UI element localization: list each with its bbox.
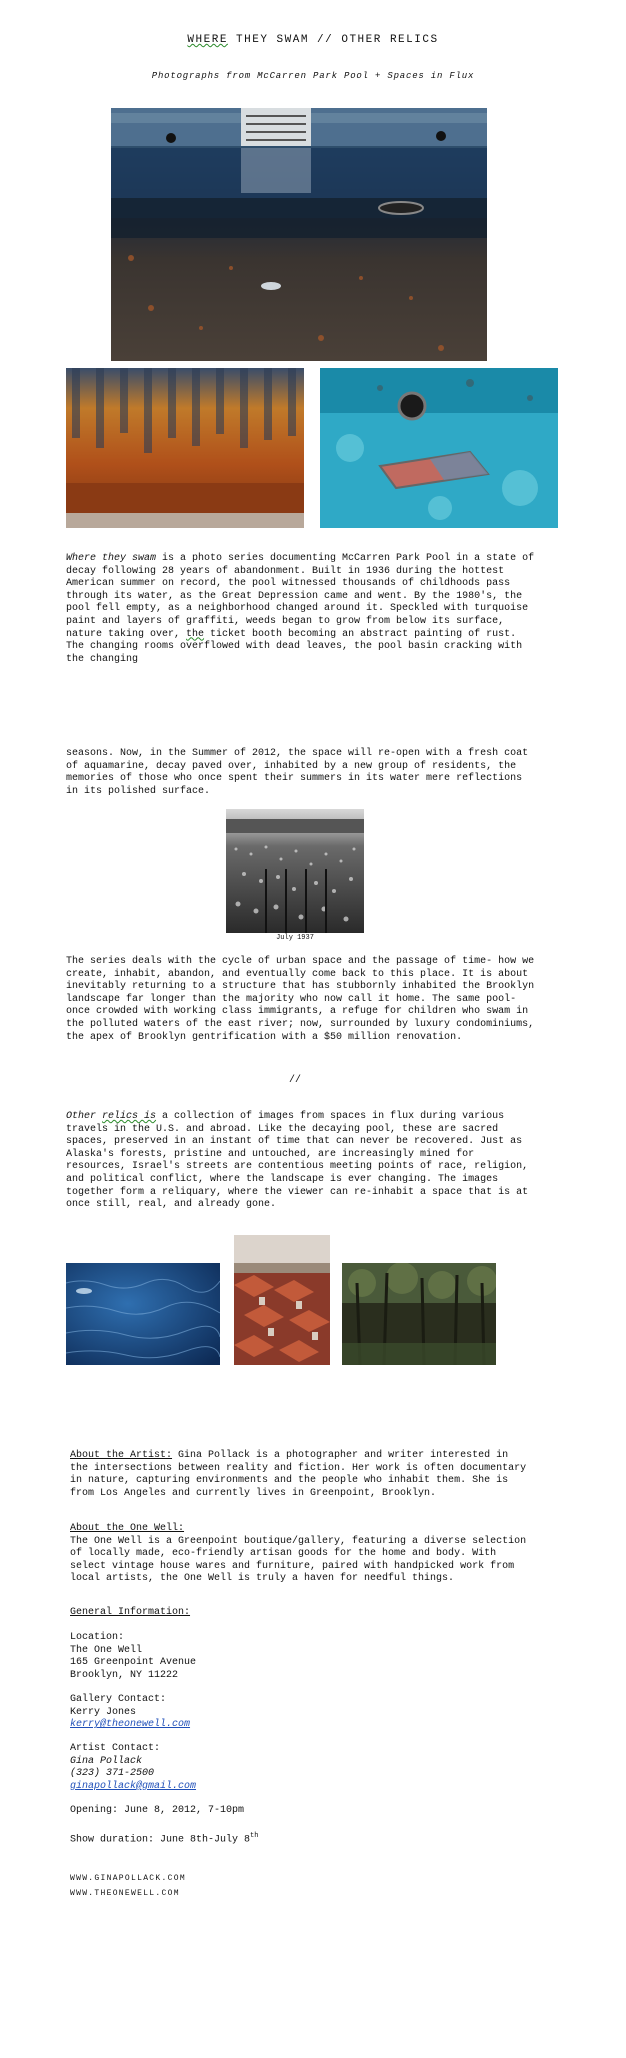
about-artist-paragraph	[70, 1450, 530, 1500]
where-text-2: ticket booth becoming an abstract painting of rust. The changing rooms overflowed with dead leaves, the pool basin cracking with the changing	[66, 628, 523, 665]
page-title	[0, 34, 626, 46]
where-they-swam-paragraph	[66, 553, 536, 666]
rusted-wall-photo	[66, 368, 304, 528]
location-label: Location:	[70, 1632, 125, 1643]
gallery-contact-label: Gallery Contact:	[70, 1694, 167, 1705]
ocean-water-photo	[66, 1263, 220, 1365]
gallery-contact-name: Kerry Jones	[70, 1706, 137, 1718]
artist-email-link[interactable]: ginapollack@gmail.com	[70, 1780, 197, 1792]
other-relics-paragraph	[66, 1111, 536, 1212]
about-onewell-text: The One Well is a Greenpoint boutique/gallery, featuring a diverse selection of locally made, eco-friendly artisan goods for the home and body. With select vintage house wares and furniture, paired with handpicked work from local artists, the One Well is truly a haven for needful things.	[70, 1535, 527, 1585]
where-text-1: is a photo series documenting McCarren Park Pool in a state of decay following 28 years of abandonment. Built in 1936 during the hottest American summer on record, the pool witnessed thousands of childhoods pass through its water, as the Great Depression came and went. By the 1980's, the pool fell empty, as a neighborhood changed around it. Speckled with turquoise paint and layers of graffiti, weeds began to grow from below its surface, nature taking over,	[66, 553, 535, 640]
about-onewell-section	[70, 1523, 530, 1586]
about-artist-text: Gina Pollack is a photographer and writer interested in the intersections between reality and fiction. Her work is often documentary in nature, capturing environments and the people who inhabit them. She is from Los Angeles and currently lives in Greenpoint, Brooklyn.	[70, 1450, 527, 1499]
website-ginapollack[interactable]: WWW.GINAPOLLACK.COM	[70, 1874, 186, 1883]
section-divider: //	[288, 1075, 301, 1086]
title-rest: THEY SWAM // OTHER RELICS	[227, 34, 439, 46]
series-paragraph: The series deals with the cycle of urban space and the passage of time- how we create, inhabit, abandon, and eventually come back to this place. It is about inevitably returning to a structure that has stubbornly inhabited the Brooklyn landscape far longer than the majority who now call it home. The same pool- once crowded with working class immigrants, a refuge for children who swam in the polluted waters of the east river; now, surrounded by luxury condominiums, the apex of Brooklyn gentrification with a $50 million renovation.	[66, 956, 535, 1043]
location-line-2: 165 Greenpoint Avenue	[70, 1657, 197, 1669]
artist-contact-block	[70, 1743, 530, 1793]
location-block	[70, 1632, 530, 1682]
other-lead-1: Other	[66, 1111, 103, 1122]
page-subtitle: Photographs from McCarren Park Pool + Spaces in Flux	[151, 71, 475, 81]
where-they-swam-continued: seasons. Now, in the Summer of 2012, the space will re-open with a fresh coat of aquamarine, decay paved over, inhabited by a new group of residents, the memories of those who once spent their summers in its water mere reflections in its polished surface.	[66, 748, 529, 797]
where-the-word: the	[186, 628, 205, 640]
artist-contact-name: Gina Pollack	[70, 1755, 143, 1767]
red-rooftops-photo	[234, 1235, 330, 1365]
gallery-email-link[interactable]: kerry@theonewell.com	[70, 1719, 191, 1731]
photo-caption: July 1937	[276, 934, 314, 942]
location-line-1: The One Well	[70, 1644, 143, 1656]
where-lead: Where they swam	[66, 553, 157, 564]
artist-contact-label: Artist Contact:	[70, 1743, 161, 1754]
artist-contact-phone: (323) 371-2500	[70, 1768, 155, 1780]
turquoise-pool-photo	[320, 368, 558, 528]
general-info-label: General Information:	[70, 1607, 191, 1618]
title-first-word: WHERE	[187, 34, 228, 46]
about-onewell-label: About the One Well:	[70, 1523, 185, 1534]
other-text: a collection of images from spaces in flux during various travels in the U.S. and abroad. Like the decaying pool, these are sacred spaces, preserved in an instant of time that can never be recovered. Just as Alaska's forests, pristine and untouched, are increasingly mined for resources, Israel's streets are contentious meeting points of race, religion, and political conflict, where the landscape is ever changing. The images together form a reliquary, where the viewer can re-inhabit a space that is at once still, real, and already gone.	[66, 1111, 529, 1211]
forest-photo	[342, 1263, 496, 1365]
historic-crowd-photo	[226, 809, 364, 933]
other-lead-2: relics is	[102, 1111, 157, 1122]
show-duration: Show duration: June 8th-July 8th	[70, 1832, 259, 1846]
location-line-3: Brooklyn, NY 11222	[70, 1669, 179, 1681]
gallery-contact-block	[70, 1694, 530, 1732]
about-artist-label: About the Artist:	[70, 1450, 173, 1461]
pool-with-stairs-photo	[111, 108, 487, 361]
website-theonewell[interactable]: WWW.THEONEWELL.COM	[70, 1889, 180, 1898]
opening-date: Opening: June 8, 2012, 7-10pm	[70, 1805, 245, 1816]
